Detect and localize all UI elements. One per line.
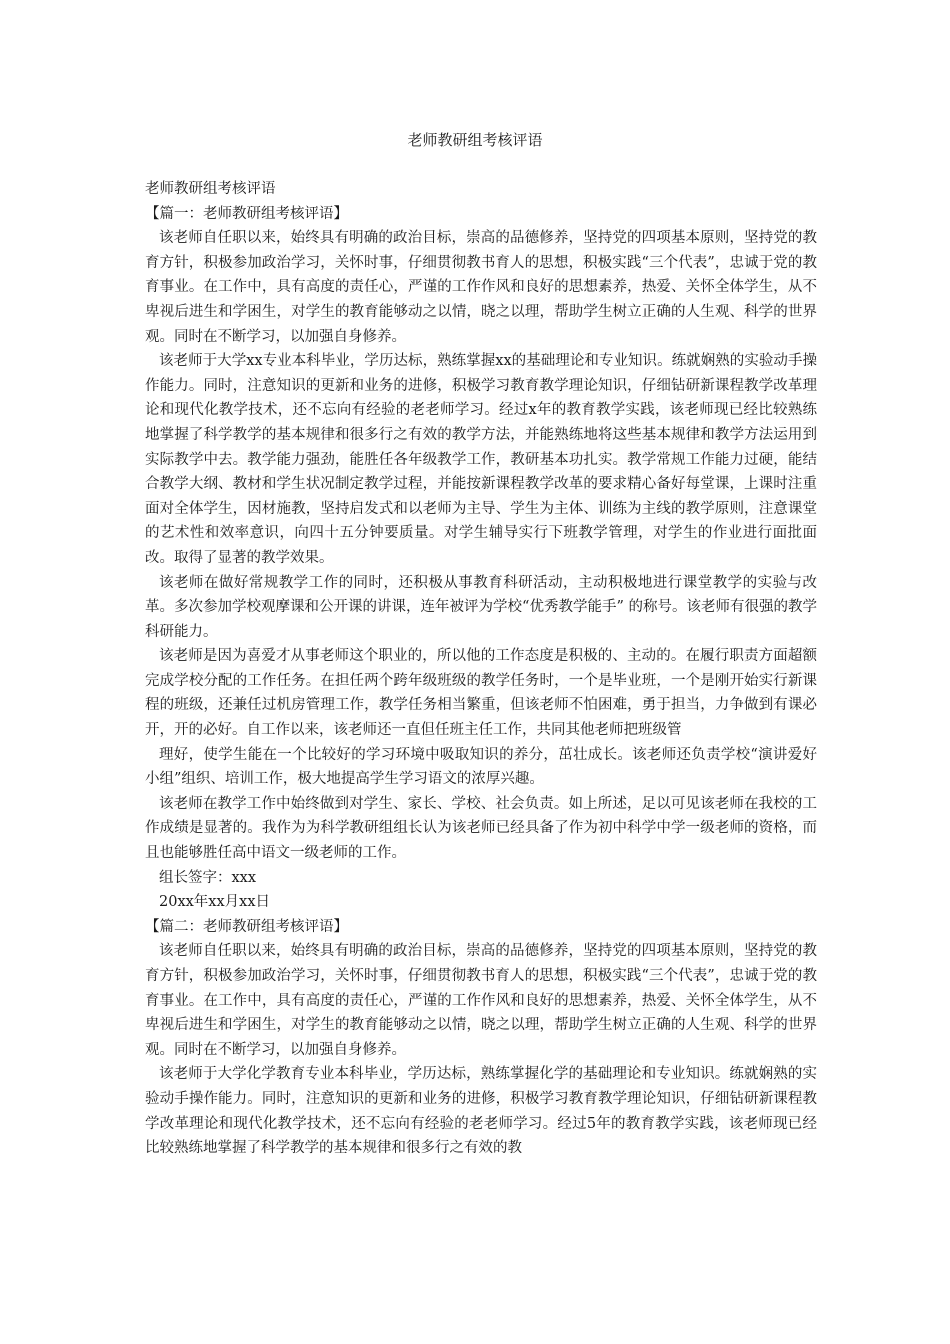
document-title: 老师教研组考核评语 xyxy=(407,131,543,149)
document-body xyxy=(145,177,817,1161)
section-heading-2: 【篇二：老师教研组考核评语】 xyxy=(145,918,348,935)
section1-paragraph-3: 该老师在做好常规教学工作的同时，还积极从事教育科研活动，主动积极地进行课堂教学的实验与改革。多次参加学校观摩课和公开课的讲课，连年被评为学校“优秀教学能手” 的称号。该老师有很强的教学科研能力。 xyxy=(145,574,817,640)
date-line: 20xx年xx月xx日 xyxy=(159,894,271,911)
document-subtitle: 老师教研组考核评语 xyxy=(145,181,276,197)
section1-paragraph-4: 该老师是因为喜爱才从事老师这个职业的，所以他的工作态度是积极的、主动的。在履行职责方面超额完成学校分配的工作任务。在担任两个跨年级班级的教学任务时，一个是毕业班，一个是刚开始实行新课程的班级，还兼任过机房管理工作，教学任务相当繁重，但该老师不怕困难，勇于担当，力争做到有课必开，开的必好。自工作以来，该老师还一直但任班主任工作，共同其他老师把班级管 xyxy=(145,648,817,739)
section-heading-1: 【篇一：老师教研组考核评语】 xyxy=(145,205,348,222)
section1-paragraph-6: 该老师在教学工作中始终做到对学生、家长、学校、社会负责。如上所述，足以可见该老师在我校的工作成绩是显著的。我作为为科学教研组组长认为该老师已经具备了作为初中科学中学一级老师的资格，而且也能够胜任高中语文一级老师的工作。 xyxy=(145,795,817,862)
section1-paragraph-1: 该老师自任职以来，始终具有明确的政治目标，崇高的品德修养，坚持党的四项基本原则，坚持党的教育方针，积极参加政治学习，关怀时事，仔细贯彻教书育人的思想，积极实践“三个代表”，忠诚于党的教育事业。在工作中，具有高度的责任心，严谨的工作作风和良好的思想素养，热爱、关怀全体学生，从不卑视后进生和学困生，对学生的教育能够动之以情，晓之以理，帮助学生树立正确的人生观、科学的世界观。同时在不断学习，以加强自身修养。 xyxy=(145,230,817,345)
section2-paragraph-1: 该老师自任职以来，始终具有明确的政治目标，崇高的品德修养，坚持党的四项基本原则，坚持党的教育方针，积极参加政治学习，关怀时事，仔细贯彻教书育人的思想，积极实践“三个代表”，忠诚于党的教育事业。在工作中，具有高度的责任心，严谨的工作作风和良好的思想素养，热爱、关怀全体学生，从不卑视后进生和学困生，对学生的教育能够动之以情，晓之以理，帮助学生树立正确的人生观、科学的世界观。同时在不断学习，以加强自身修养。 xyxy=(145,943,817,1058)
section1-paragraph-2: 该老师于大学xx专业本科毕业，学历达标，熟练掌握xx的基础理论和专业知识。练就娴熟的实验动手操作能力。同时，注意知识的更新和业务的进修，积极学习教育教学理论知识，仔细钻研新课程教学改革理论和现代化教学技术，还不忘向有经验的老老师学习。经过x年的教育教学实践，该老师现已经比较熟练地掌握了科学教学的基本规律和很多行之有效的教学方法，并能熟练地将这些基本规律和教学方法运用到实际教学中去。教学能力强劲，能胜任各年级教学工作，教研基本功扎实。教学常规工作能力过硬，能结合教学大纲、教材和学生状况制定教学过程，并能按新课程教学改革的要求精心备好每堂课，上课时注重面对全体学生，因材施教，坚持启发式和以老师为主导、学生为主体、训练为主线的教学原则，注意课堂的艺术性和效率意识，向四十五分钟要质量。对学生辅导实行下班教学管理，对学生的作业进行面批面改。取得了显著的教学效果。 xyxy=(145,353,817,566)
section2-paragraph-2: 该老师于大学化学教育专业本科毕业，学历达标，熟练掌握化学的基础理论和专业知识。练就娴熟的实验动手操作能力。同时，注意知识的更新和业务的进修，积极学习教育教学理论知识，仔细钻研新课程教学改革理论和现代化教学技术，还不忘向有经验的老老师学习。经过5年的教育教学实践，该老师现已经比较熟练地掌握了科学教学的基本规律和很多行之有效的教 xyxy=(145,1066,817,1157)
signature-line: 组长签字：xxx xyxy=(159,869,257,886)
section1-paragraph-5: 理好，使学生能在一个比较好的学习环境中吸取知识的养分，茁壮成长。该老师还负责学校“演讲爱好小组”组织、培训工作，极大地提高学生学习语文的浓厚兴趣。 xyxy=(145,746,817,788)
